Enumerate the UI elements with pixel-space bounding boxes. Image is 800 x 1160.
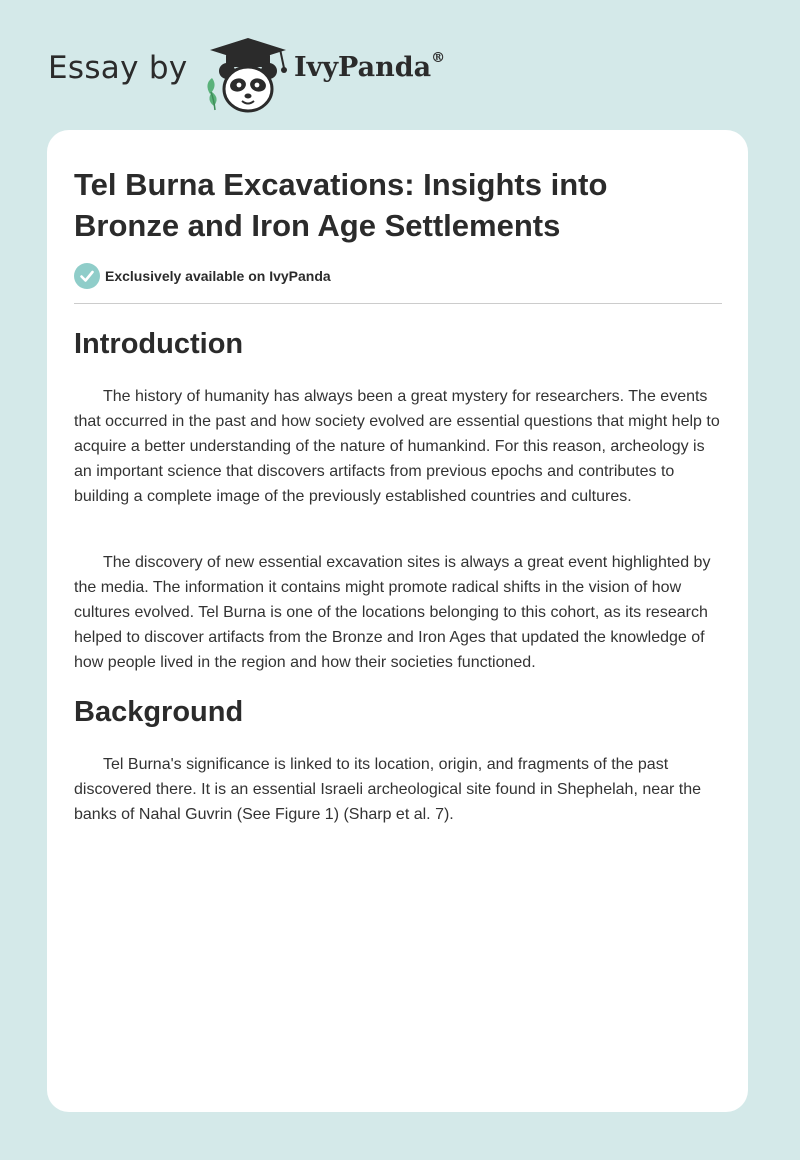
check-circle-icon — [74, 263, 100, 289]
section-heading-background: Background — [74, 696, 244, 728]
paragraph: The history of humanity has always been a great mystery for researchers. The events that occurred in the past and how society evolved are essential questions that might help to acquire a better understanding of the nature of humankind. For this reason, archeology is an important science that discovers artifacts from previous epochs and contributes to building a complete image of the previously established countries and cultures. — [74, 388, 720, 505]
panda-graduate-logo-icon[interactable] — [200, 34, 292, 114]
site-header — [0, 0, 800, 130]
section-heading-introduction: Introduction — [74, 328, 244, 360]
essay-title: Tel Burna Excavations: Insights into Bronze and Iron Age Settlements — [74, 167, 608, 243]
paragraph: The discovery of new essential excavation sites is always a great event highlighted by the media. The information it contains might promote radical shifts in the vision of how cultures evolved. Tel Burna is one of the locations belonging to this cohort, as its research helped to discover artifacts from the Bronze and Iron Ages that updated the knowledge of how people lived in the region and how their societies functioned. — [74, 554, 711, 671]
exclusive-badge-text: Exclusively available on IvyPanda — [105, 268, 331, 284]
brand-name[interactable] — [294, 52, 445, 83]
title-divider — [74, 303, 722, 304]
exclusive-badge — [74, 263, 331, 289]
brand-name-text: IvyPanda — [294, 52, 432, 83]
essay-by-label: Essay by — [48, 50, 188, 86]
essay-card — [47, 130, 748, 1112]
registered-mark: ® — [431, 50, 446, 66]
paragraph: Tel Burna's significance is linked to its location, origin, and fragments of the past discovered there. It is an essential Israeli archeological site found in Shephelah, near the banks of Nahal Guvrin (See Figure 1) (Sharp et al. 7). — [74, 756, 702, 823]
